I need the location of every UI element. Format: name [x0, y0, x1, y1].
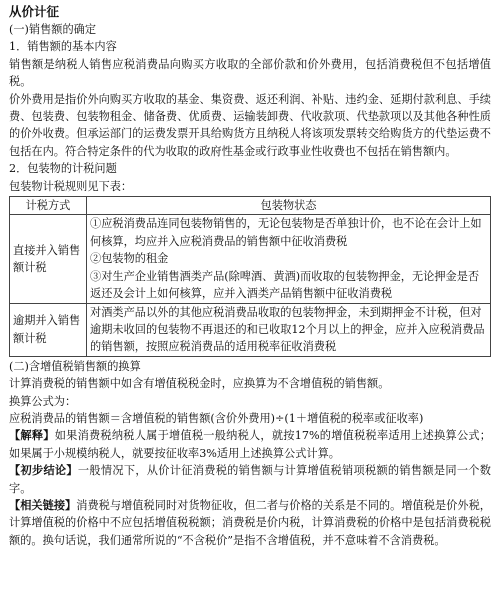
- explain-paragraph: [9, 427, 491, 462]
- packaging-tax-table: [9, 196, 491, 357]
- conclusion-text: 一般情况下，从价计征消费税的销售额与计算增值税销项税额的销售额是同一个数字。: [9, 464, 491, 495]
- direct-item-2: ②包装物的租金: [90, 252, 169, 266]
- paragraph-extra-fees: 价外费用是指价外向购买方收取的基金、集资费、返还利润、补贴、违约金、延期付款利息、手续费、包装费、包装物租金、储备费、优质费、运输装卸费、代收款项、代垫款项以及其他各种性质的价外收费。但承运部门的运费发票开具给购货方且纳税人将该项发票转交给购货方的代垫运费不包括在内。符合特定条件的代为收取的政府性基金或行政事业性收费也不包括在销售额内。: [9, 92, 491, 158]
- explain-tag: 【解释】: [9, 428, 55, 443]
- section-heading-2: (二)含增值税销售额的换算: [9, 359, 141, 373]
- row-direct-way: 直接并入销售额计税: [10, 215, 87, 303]
- formula-label: 换算公式为：: [9, 394, 77, 408]
- direct-item-3: ③对生产企业销售酒类产品(除啤酒、黄酒)而收取的包装物押金，无论押金是否返还及会计上如何核算，应并入酒类产品销售额中征收消费税: [90, 269, 480, 301]
- row-overdue-way: 逾期并入销售额计税: [10, 303, 87, 356]
- explain-text: 如果消费税纳税人属于增值税一般纳税人，就按17%的增值税税率适用上述换算公式；如果属于小规模纳税人，就要按征收率3%适用上述换算公式计算。: [9, 429, 491, 460]
- conclusion-paragraph: [9, 462, 491, 497]
- paragraph-conversion: 计算消费税的销售额中如含有增值税税金时，应换算为不含增值税的销售额。: [9, 377, 390, 391]
- link-text: 消费税与增值税同时对货物征收，但二者与价格的关系是不同的。增值税是价外税，计算增值税的价格中不应包括增值税税额；消费税是价内税，计算消费税的价格中是包括消费税税额的。换句话说，我们通常所说的“不含税价”是指不含增值税，并不意味着不含消费税。: [9, 498, 491, 547]
- direct-item-1: ①应税消费品连同包装物销售的，无论包装物是否单独计价，也不论在会计上如何核算，均应并入应税消费品的销售额中征收消费税: [90, 217, 482, 248]
- formula: 应税消费品的销售额＝含增值税的销售额(含价外费用)÷(1＋增值税的税率或征收率): [9, 411, 424, 425]
- header-packaging-state: 包装物状态: [87, 197, 491, 215]
- subsection-heading-2: 2．包装物的计税问题: [9, 162, 117, 176]
- section-heading-1: (一)销售额的确定: [9, 23, 97, 36]
- paragraph-sales-definition: 销售额是纳税人销售应税消费品向购买方收取的全部价款和价外费用，包括消费税但不包括增值税。: [9, 57, 491, 89]
- link-tag: 【相关链接】: [9, 497, 77, 512]
- conclusion-tag: 【初步结论】: [9, 463, 78, 478]
- table-intro: 包装物计税规则见下表：: [9, 179, 133, 193]
- table-row: [10, 303, 491, 356]
- header-tax-method: 计税方式: [10, 197, 87, 215]
- subsection-heading-1: 1．销售额的基本内容: [9, 40, 117, 54]
- table-row: [10, 215, 491, 303]
- link-paragraph: [9, 497, 491, 549]
- page-title: 从价计征: [9, 4, 60, 19]
- overdue-item-1: 对酒类产品以外的其他应税消费品收取的包装物押金，未到期押金不计税，但对逾期未收回的包装物不再退还的和已收取12个月以上的押金，应并入应税消费品的销售额，按照应税消费品的适用税率征收消费税: [90, 305, 485, 354]
- row-overdue-state: [87, 303, 491, 356]
- table-header-row: [10, 197, 491, 215]
- row-direct-state: [87, 215, 491, 303]
